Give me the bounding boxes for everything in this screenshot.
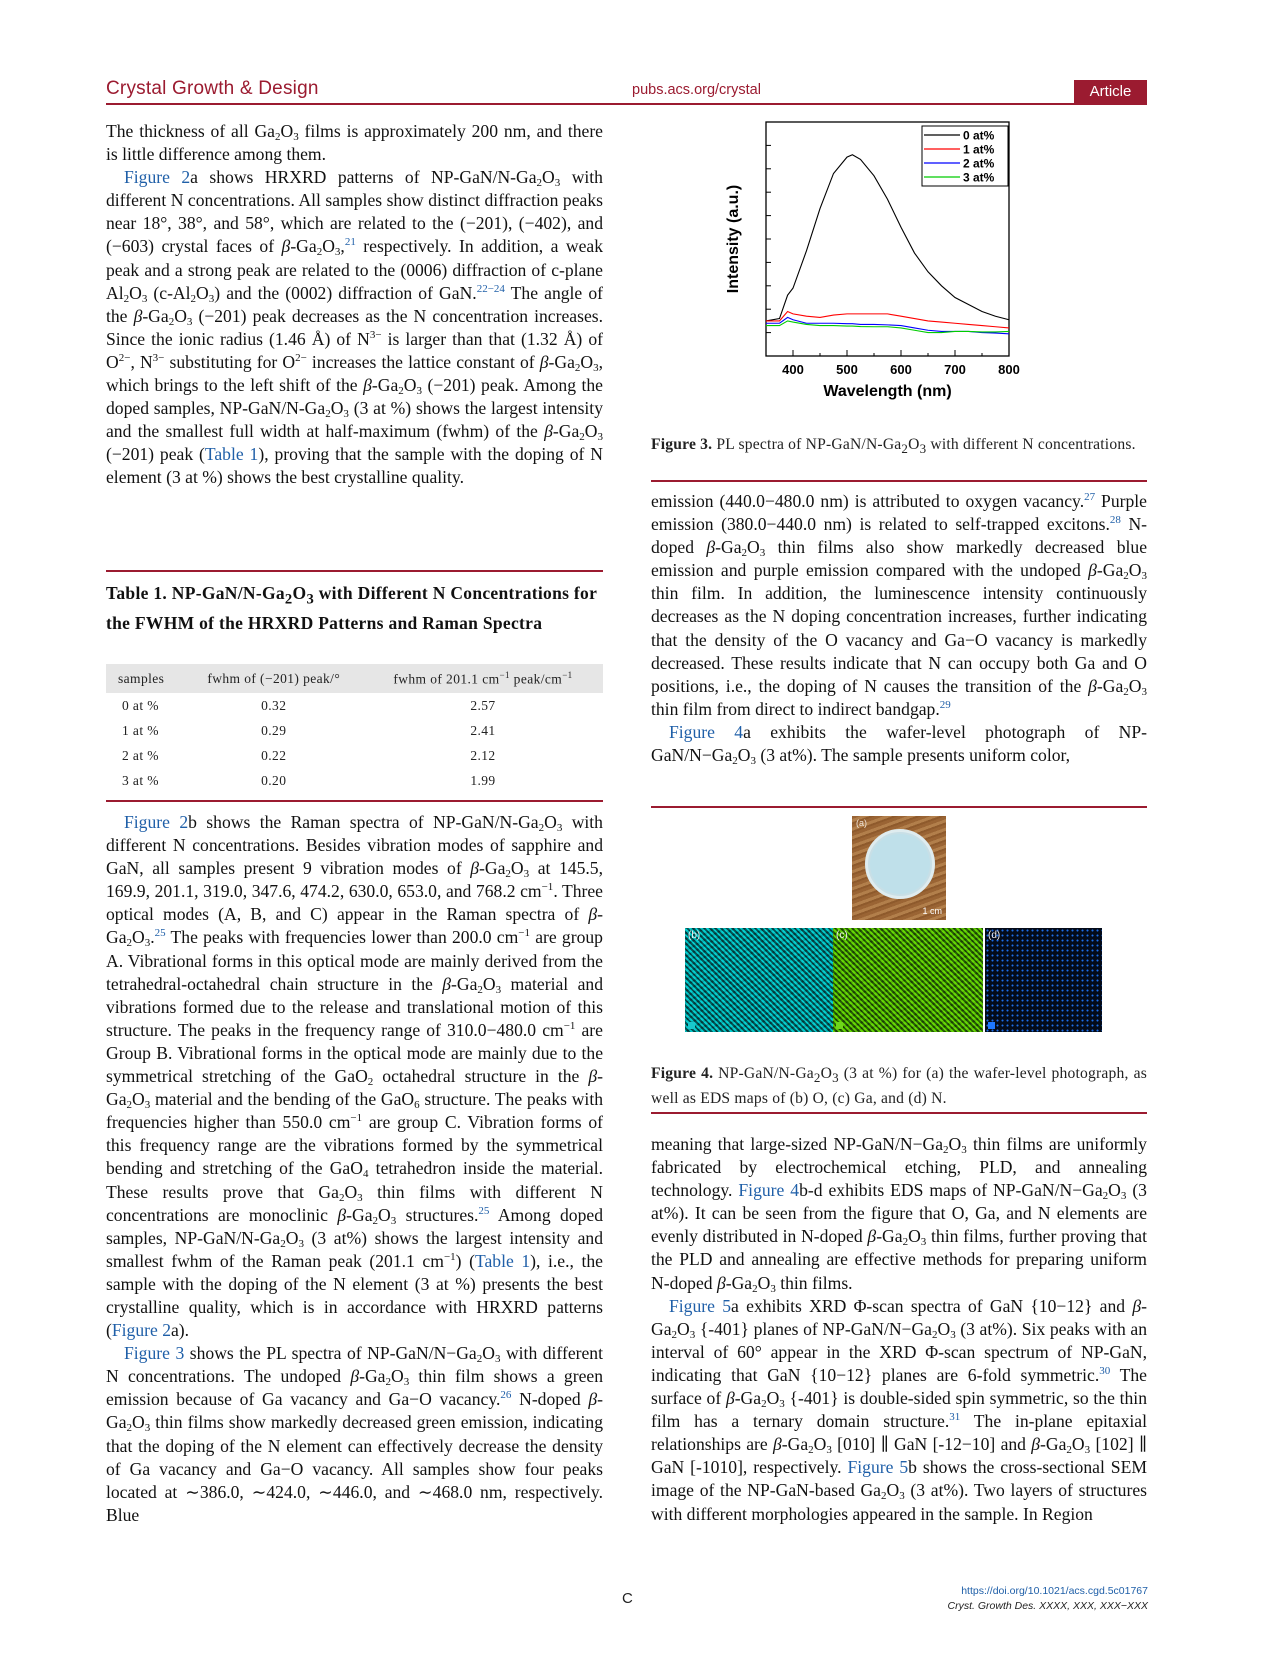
- x-tick-label: 400: [782, 362, 804, 377]
- figure-3-caption: [651, 434, 1147, 459]
- table-top-rule: [106, 570, 603, 572]
- table-cell: 2 at %: [122, 747, 159, 763]
- table-1: [106, 664, 603, 793]
- table-title: [106, 582, 606, 636]
- pl-spectra-chart: [712, 118, 1072, 418]
- x-tick-label: 500: [836, 362, 858, 377]
- table-row: [106, 743, 603, 768]
- paragraph: The thickness of all $Ga_2O_3$ films is approximately 200 nm, and there is little difference among them.: [106, 121, 603, 165]
- left-column-bottom: [106, 811, 603, 1527]
- table-cell: 2.12: [470, 747, 496, 763]
- page-number: C: [622, 1590, 633, 1607]
- right-column-top: [651, 490, 1147, 767]
- x-tick-label: 600: [890, 362, 912, 377]
- caption-text: PL spectra of $NP-GaN/N-Ga_2O_3$ with different N concentrations.: [716, 436, 1136, 457]
- table-cell: 0.29: [261, 722, 287, 738]
- paragraph: meaning that large-sized $NP-GaN/N-Ga_2O_3$ thin films are uniformly fabricated by electrochemical etching, PLD, and annealing technology. Figure 4b-d exhibits EDS maps of $NP-GaN/N-Ga_2O_3$ (3 at%). It can be seen from the figure that O, Ga, and N elements are evenly distributed in N-doped $\beta-Ga_2O_3$ thin films, further proving that the PLD and annealing are effective methods for preparing uniform N-doped $\beta-Ga_2O_3$ thin films.: [651, 1134, 1147, 1295]
- table-row: [106, 718, 603, 743]
- wafer-photograph: [852, 816, 946, 920]
- y-axis-label: Intensity (a.u.): [725, 184, 742, 294]
- column-header: samples: [106, 664, 185, 693]
- table-cell: 0.32: [261, 697, 287, 713]
- citation: Cryst. Growth Des. XXXX, XXX, XXX−XXX: [947, 1600, 1148, 1612]
- panel-label: (c): [836, 930, 848, 941]
- legend-label: 3 at%: [963, 170, 995, 185]
- table-cell: 0.22: [261, 747, 287, 763]
- table-cell: 1.99: [470, 772, 496, 788]
- paragraph: Figure 5a exhibits XRD Φ-scan spectra of GaN {10−12} and $\beta-Ga_2O_3$ {-401} planes of $NP-GaN/N-Ga_2O_3$ (3 at%). Six peaks with an interval of 60° appear in the XRD Φ-scan spectrum of NP-GaN, indicating that GaN {10−12} planes are 6-fold symmetric.$^{30}$ The surface of $\beta-Ga_2O_3$ {-401} is double-sided spin symmetric, so the thin film has a ternary domain structure.$^{31}$ The in-plane epitaxial relationships are $\beta-Ga_2O_3$ [010] ∥ GaN [-12−10] and $\beta-Ga_2O_3$ [102] ∥ GaN [-1010], respectively. Figure 5b shows the cross-sectional SEM image of the NP-GaN-based $Ga_2O_3$ (3 at%). Two layers of structures with different morphologies appeared in the sample. In Region: [651, 1295, 1147, 1524]
- color-chip: [836, 1022, 843, 1029]
- paragraph: emission (440.0−480.0 nm) is attributed to oxygen vacancy.$^{27}$ Purple emission (380.0−440.0 nm) is related to self-trapped excitons.$^{28}$ N-doped $\beta-Ga_2O_3$ thin films also show markedly decreased blue emission and purple emission compared with the undoped $\beta-Ga_2O_3$ thin film. In addition, the luminescence intensity continuously decreases as the N doping concentration increases, further indicating that the density of the O vacancy and Ga−O vacancy is markedly decreased. These results indicate that N can occupy both Ga and O positions, i.e., the doping of N causes the transition of the $\beta-Ga_2O_3$ thin film from direct to indirect bandgap.$^{29}$: [651, 491, 1148, 719]
- table-cell: 0.20: [261, 772, 287, 788]
- table-label: Table 1.: [106, 583, 168, 603]
- journal-title: Crystal Growth & Design: [106, 78, 319, 99]
- eds-map-oxygen: [685, 928, 833, 1032]
- paragraph: Figure 2a shows HRXRD patterns of $NP-GaN/N-Ga_2O_3$ with different N concentrations. All samples show distinct diffraction peaks near 18°, 38°, and 58°, which are related to the (−201), (−402), and (−603) crystal faces of $\beta-Ga_2O_3,^{21}$ respectively. In addition, a weak peak and a strong peak are related to the (0006) diffraction of c-plane $Al_2O_3$ $(c-Al_2O_3)$ and the (0002) diffraction of GaN.$^{22-24}$ The angle of the $\beta-Ga_2O_3$ (−201) peak decreases as the N concentration increases. Since the ionic radius (1.46 Å) of $N^{3-}$ is larger than that (1.32 Å) of $O^{2-}$, $N^{3-}$ substituting for $O^{2-}$ increases the lattice constant of $\beta-Ga_2O_3$, which brings to the left shift of the $\beta-Ga_2O_3$ (−201) peak. Among the doped samples, $NP-GaN/N-Ga_2O_3$ (3 at %) shows the largest intensity and the smallest full width at half-maximum (fwhm) of the $\beta-Ga_2O_3$ (−201) peak (Table 1), proving that the sample with the doping of N element (3 at %) shows the best crystalline quality.: [106, 167, 603, 488]
- table-row: [106, 693, 603, 718]
- figure-label: Figure 3.: [651, 436, 713, 453]
- x-axis-label: Wavelength (nm): [823, 383, 952, 400]
- column-header: fwhm of 201.1 $cm^{-1}$ peak/$cm^{-1}$: [363, 664, 603, 693]
- table-row: [106, 768, 603, 793]
- table-header-row: [106, 664, 603, 693]
- eds-map-gallium: [833, 928, 983, 1032]
- figure-4-top-rule: [651, 806, 1147, 808]
- journal-url-link[interactable]: pubs.acs.org/crystal: [632, 82, 761, 98]
- table-cell: 2.57: [470, 697, 496, 713]
- figure-3-rule: [651, 480, 1147, 482]
- series-line: [766, 312, 1009, 328]
- table-cell: 0 at %: [122, 697, 159, 713]
- x-tick-label: 700: [944, 362, 966, 377]
- legend-label: 1 at%: [963, 142, 995, 157]
- legend-label: 0 at%: [963, 128, 995, 143]
- caption-text: $NP-GaN/N-Ga_2O_3$ (3 at %) for (a) the wafer-level photograph, as well as EDS maps of (b) O, (c) Ga, and (d) N.: [651, 1065, 1147, 1108]
- eds-map-nitrogen: [985, 928, 1102, 1032]
- figure-label: Figure 4.: [651, 1065, 714, 1082]
- paragraph: Figure 3 shows the PL spectra of $NP-GaN/N-Ga_2O_3$ with different N concentrations. The undoped $\beta-Ga_2O_3$ thin film shows a green emission because of Ga vacancy and Ga−O vacancy.$^{26}$ N-doped $\beta-Ga_2O_3$ thin films show markedly decreased green emission, indicating that the doping of the N element can effectively decrease the density of Ga vacancy and Ga−O vacancy. All samples show four peaks located at ∼386.0, ∼424.0, ∼446.0, and ∼468.0 nm, respectively. Blue: [106, 1343, 604, 1525]
- paragraph: Figure 4a exhibits the wafer-level photograph of $NP-GaN/N-Ga_2O_3$ (3 at%). The sample presents uniform color,: [651, 721, 1147, 768]
- doi-link[interactable]: https://doi.org/10.1021/acs.cgd.5c01767: [961, 1585, 1148, 1597]
- left-column-top: [106, 120, 603, 490]
- column-header: fwhm of (−201) peak/°: [185, 664, 363, 693]
- table-title-text: $NP-GaN/N-Ga_2O_3$ with Different N Concentrations for the FWHM of the HRXRD Patterns and Raman Spectra: [106, 583, 597, 633]
- figure-4-caption: [651, 1063, 1147, 1109]
- figure-4-bottom-rule: [651, 1112, 1147, 1114]
- panel-label: (b): [688, 930, 701, 941]
- table-cell: 2.41: [470, 722, 496, 738]
- right-column-bottom: [651, 1133, 1147, 1526]
- legend-label: 2 at%: [963, 156, 995, 171]
- article-type-badge: Article: [1074, 80, 1147, 104]
- paragraph: Figure 2b shows the Raman spectra of $NP-GaN/N-Ga_2O_3$ with different N concentrations. Besides vibration modes of sapphire and GaN, all samples present 9 vibration modes of $\beta-Ga_2O_3$ at 145.5, 169.9, 201.1, 319.0, 347.6, 474.2, 630.0, 653.0, and 768.2 $cm^{-1}$. Three optical modes (A, B, and C) appear in the Raman spectra of $\beta-Ga_2O_3.^{25}$ The peaks with frequencies lower than 200.0 $cm^{-1}$ are group A. Vibrational forms in this optical mode are mainly derived from the tetrahedral-octahedral chain structure in the $\beta-Ga_2O_3$ material and vibrations formed due to the release and translational motion of this structure. The peaks in the frequency range of 310.0−480.0 $cm^{-1}$ are Group B. Vibrational forms in the optical mode are mainly due to the symmetrical stretching of the GaO$_2$ octahedral structure in the $\beta-Ga_2O_3$ material and the bending of the GaO$_6$ structure. The peaks with frequencies higher than 550.0 $cm^{-1}$ are group C. Vibration forms of this frequency range are the vibrations formed by the symmetrical bending and stretching of the GaO$_4$ tetrahedron inside the material. These results prove that $Ga_2O_3$ thin films with different N concentrations are monoclinic $\beta-Ga_2O_3$ structures.$^{25}$ Among doped samples, $NP-GaN/N-Ga_2O_3$ (3 at%) shows the largest intensity and smallest fwhm of the Raman peak (201.1 $cm^{-1}$) (Table 1), i.e., the sample with the doping of the N element (3 at %) presents the best crystalline quality, which is in accordance with HRXRD patterns (Figure 2a).: [106, 812, 604, 1341]
- x-tick-label: 800: [998, 362, 1020, 377]
- color-chip: [988, 1022, 995, 1029]
- wafer-inner: [870, 834, 930, 894]
- table-cell: 3 at %: [122, 772, 159, 788]
- table-cell: 1 at %: [122, 722, 159, 738]
- header-rule: [106, 103, 1147, 105]
- panel-label: (d): [988, 930, 1001, 941]
- scale-bar: 1 cm: [922, 906, 942, 916]
- table-bottom-rule: [106, 800, 603, 802]
- panel-label: (a): [856, 818, 867, 828]
- color-chip: [688, 1022, 695, 1029]
